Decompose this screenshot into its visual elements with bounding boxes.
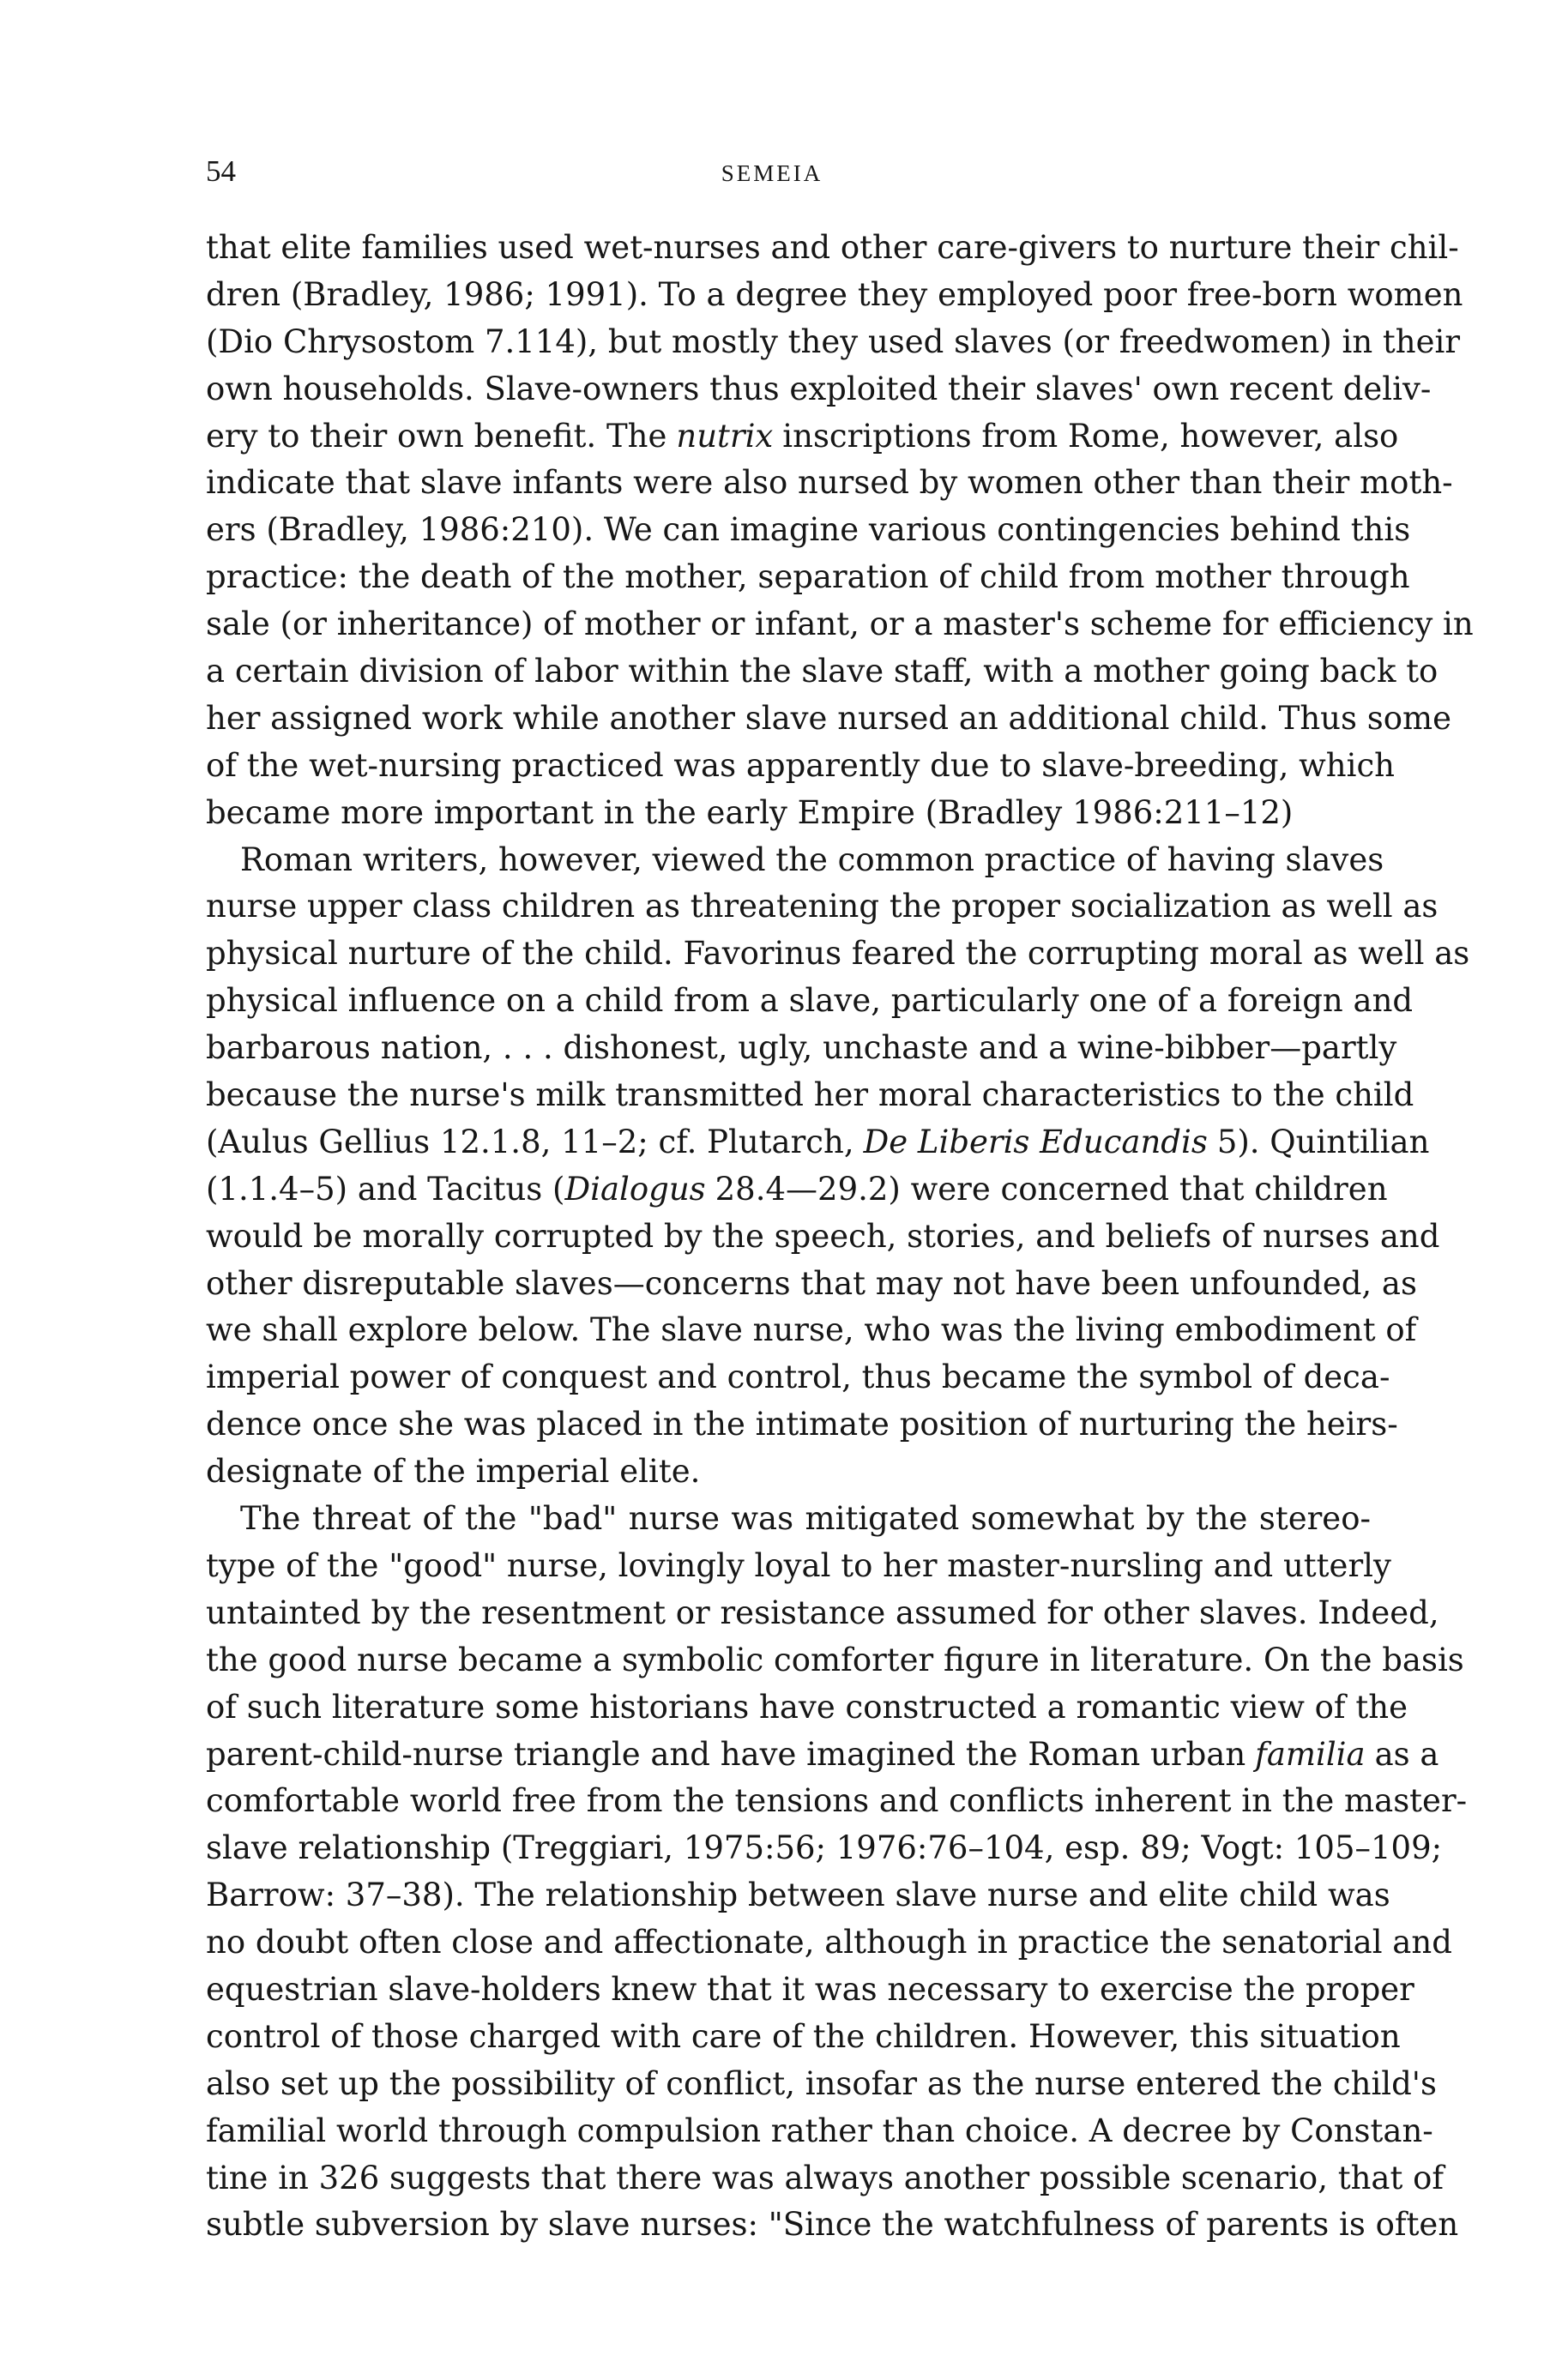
text-line <box>206 1166 1388 1214</box>
text-line: type of the "good" nurse, lovingly loyal to her master-nursling and utterly <box>206 1546 1391 1584</box>
text-line <box>206 1119 1430 1166</box>
text-line: sale (or inheritance) of mother or infant, or a master's scheme for efficiency in <box>206 606 1474 643</box>
paragraph-2 <box>206 837 1470 1496</box>
line-text: ery to their own benefit. The <box>206 417 667 455</box>
text-line: because the nurse's milk transmitted her moral characteristics to the child <box>206 1076 1414 1114</box>
text-line: untainted by the resentment or resistance assumed for other slaves. Indeed, <box>206 1594 1439 1631</box>
text-line: ers (Bradley, 1986:210). We can imagine various contingencies behind this <box>206 511 1411 549</box>
text-line: tine in 326 suggests that there was always another possible scenario, that of <box>206 2159 1444 2196</box>
text-line: nurse upper class children as threatening the proper socialization as well as <box>206 888 1438 925</box>
text-line: we shall explore below. The slave nurse, who was the living embodiment of <box>206 1311 1417 1349</box>
text-line: own households. Slave-owners thus exploited their slaves' own recent deliv- <box>206 370 1432 407</box>
text-line: slave relationship (Treggiari, 1975:56; 1976:76–104, esp. 89; Vogt: 105–109; <box>206 1829 1443 1867</box>
text-line: the good nurse became a symbolic comforter figure in literature. On the basis <box>206 1641 1464 1678</box>
text-line: would be morally corrupted by the speech, stories, and beliefs of nurses and <box>206 1217 1440 1255</box>
italic-term: nutrix <box>676 417 774 455</box>
text-line: barbarous nation, . . . dishonest, ugly, unchaste and a wine-bibber—partly <box>206 1029 1397 1067</box>
italic-term: De Liberis Educandis <box>863 1123 1208 1160</box>
text-line: no doubt often close and affectionate, although in practice the senatorial and <box>206 1924 1452 1961</box>
line-text: 28.4—29.2) were concerned that children <box>715 1170 1388 1208</box>
running-head: SEMEIA <box>721 160 823 186</box>
text-line: also set up the possibility of conflict, insofar as the nurse entered the child's <box>206 2064 1437 2102</box>
text-line <box>206 413 1399 461</box>
page-number: 54 <box>206 154 236 188</box>
paragraph-3 <box>206 1496 1468 2249</box>
text-line: The threat of the "bad" nurse was mitigated somewhat by the stereo- <box>240 1500 1371 1538</box>
paragraph-1 <box>206 225 1474 837</box>
text-line: imperial power of conquest and control, thus became the symbol of deca- <box>206 1359 1390 1396</box>
italic-term: familia <box>1255 1735 1366 1773</box>
text-line: indicate that slave infants were also nursed by women other than their moth- <box>206 464 1453 502</box>
text-line: practice: the death of the mother, separation of child from mother through <box>206 558 1410 596</box>
text-line: comfortable world free from the tensions and conflicts inherent in the master- <box>206 1782 1468 1820</box>
text-line: that elite families used wet-nurses and other care-givers to nurture their chil- <box>206 229 1459 266</box>
text-line: Roman writers, however, viewed the common practice of having slaves <box>240 841 1384 878</box>
text-line: physical influence on a child from a slave, particularly one of a foreign and <box>206 982 1414 1020</box>
text-line: familial world through compulsion rather than choice. A decree by Constan- <box>206 2112 1433 2149</box>
text-line: equestrian slave-holders knew that it was necessary to exercise the proper <box>206 1970 1414 2008</box>
line-text: inscriptions from Rome, however, also <box>782 417 1399 455</box>
text-line: her assigned work while another slave nursed an additional child. Thus some <box>206 699 1451 737</box>
text-line: physical nurture of the child. Favorinus feared the corrupting moral as well as <box>206 935 1470 973</box>
text-line: other disreputable slaves—concerns that may not have been unfounded, as <box>206 1264 1417 1302</box>
text-line: of such literature some historians have constructed a romantic view of the <box>206 1688 1408 1726</box>
text-line <box>206 1732 1439 1779</box>
body-text <box>206 225 1474 2249</box>
italic-term: Dialogus <box>564 1170 706 1208</box>
line-text: parent-child-nurse triangle and have imagined the Roman urban <box>206 1735 1246 1773</box>
line-text: (1.1.4–5) and Tacitus ( <box>206 1170 565 1208</box>
text-line: control of those charged with care of the children. However, this situation <box>206 2017 1401 2055</box>
text-line: subtle subversion by slave nurses: "Since the watchfulness of parents is often <box>206 2206 1459 2244</box>
text-line: of the wet-nursing practiced was apparently due to slave-breeding, which <box>206 746 1396 784</box>
text-line: Barrow: 37–38). The relationship between slave nurse and elite child was <box>206 1877 1390 1914</box>
line-text: (Aulus Gellius 12.1.8, 11–2; cf. Plutarch, <box>206 1123 854 1160</box>
text-line: dren (Bradley, 1986; 1991). To a degree they employed poor free-born women <box>206 275 1463 313</box>
text-line: dence once she was placed in the intimate position of nurturing the heirs- <box>206 1406 1398 1443</box>
text-line: designate of the imperial elite. <box>206 1453 701 1491</box>
text-line: a certain division of labor within the slave staff, with a mother going back to <box>206 653 1438 690</box>
text-line: (Dio Chrysostom 7.114), but mostly they used slaves (or freedwomen) in their <box>206 322 1461 360</box>
text-line: became more important in the early Empire (Bradley 1986:211–12) <box>206 793 1294 831</box>
line-text: 5). Quintilian <box>1216 1123 1430 1160</box>
line-text: as a <box>1374 1735 1439 1773</box>
